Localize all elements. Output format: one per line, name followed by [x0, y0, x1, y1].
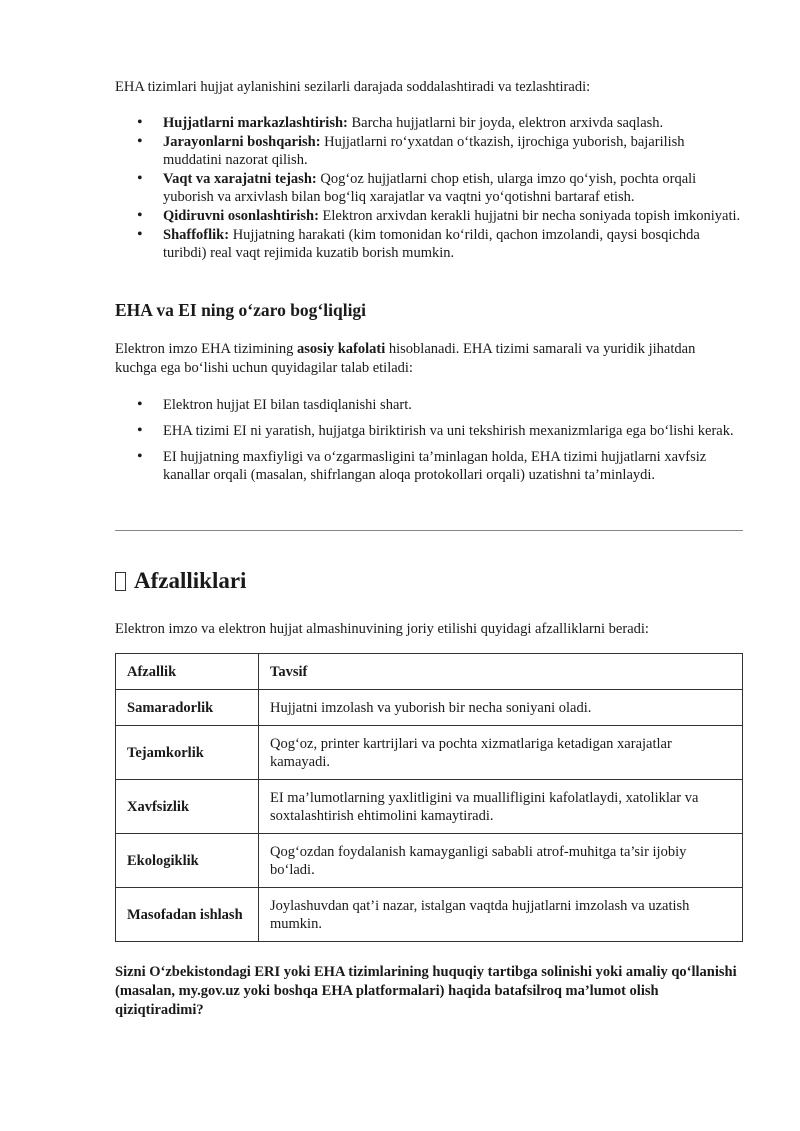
list-item: • EI hujjatning maxfiyligi va o‘zgarmasligini ta’minlagan holda, EHA tizimi hujjatlarni xavfsiz kanallar orqali (masalan, shifrlangan aloqa protokollari orqali) uzatishni ta’minlaydi.	[115, 448, 743, 484]
list-item-term: Hujjatlarni markazlashtirish:	[163, 115, 348, 131]
heading-text: Afzalliklari	[134, 568, 247, 593]
list-item-term: Jarayonlarni boshqarish:	[163, 134, 321, 150]
requirements-list	[115, 396, 743, 492]
advantages-heading	[115, 568, 246, 594]
table-cell-desc: Qog‘oz, printer kartrijlari va pochta xizmatlariga ketadigan xarajatlar kamayadi.	[259, 726, 743, 780]
table-cell-desc: Qog‘ozdan foydalanish kamayganligi sababli atrof-muhitga ta’sir ijobiy bo‘ladi.	[259, 834, 743, 888]
table-cell-name: Tejamkorlik	[116, 726, 259, 780]
list-item	[115, 226, 743, 262]
table-cell-name: Ekologiklik	[116, 834, 259, 888]
list-item: • Elektron hujjat EI bilan tasdiqlanishi shart.	[115, 396, 743, 414]
list-item-text: Hujjatlarni ro‘yxatdan o‘tkazish, ijrochiga yuborish, bajarilish muddatini nazorat qilish.	[163, 134, 685, 168]
paragraph-text: hisoblanadi. EHA tizimi samarali va yuridik jihatdan kuchga ega bo‘lishi uchun quyidagilar talab etiladi:	[115, 341, 696, 376]
advantages-intro: Elektron imzo va elektron hujjat almashinuvining joriy etilishi quyidagi afzalliklarni beradi:	[115, 621, 649, 637]
list-item-term: Qidiruvni osonlashtirish:	[163, 208, 319, 224]
table-row	[116, 834, 743, 888]
table-cell-desc: Hujjatni imzolash va yuborish bir necha soniyani oladi.	[259, 690, 743, 726]
closing-question: Sizni O‘zbekistondagi ERI yoki EHA tizimlarining huquqiy tartibga solinishi yoki amaliy qo‘llanishi (masalan, my.gov.uz yoki boshqa EHA platformalari) haqida batafsilroq ma’lumot olish qiziqtiradimi?	[115, 964, 737, 1018]
list-item	[115, 114, 743, 132]
table-cell-desc: EI ma’lumotlarning yaxlitligini va muallifligini kafolatlaydi, xatoliklar va soxtalashtirish ehtimolini kamaytiradi.	[259, 780, 743, 834]
table-row	[116, 780, 743, 834]
section-heading: EHA va EI ning o‘zaro bog‘liqligi	[115, 300, 367, 320]
benefits-list	[115, 114, 743, 263]
table-cell-desc: Joylashuvdan qat’i nazar, istalgan vaqtda hujjatlarni imzolash va uzatish mumkin.	[259, 888, 743, 942]
table-row	[116, 690, 743, 726]
list-item-text: Hujjatning harakati (kim tomonidan ko‘rildi, qachon imzolandi, qaysi bosqichda turibdi) real vaqt rejimida kuzatib borish mumkin.	[163, 227, 700, 261]
list-item	[115, 207, 743, 225]
table-row	[116, 888, 743, 942]
list-item-text: Qog‘oz hujjatlarni chop etish, ularga imzo qo‘yish, pochta orqali yuborish va arxivlash bilan bog‘liq xarajatlar va vaqtni yo‘qotishni bartaraf etish.	[163, 171, 697, 205]
table-cell-name: Masofadan ishlash	[116, 888, 259, 942]
paragraph-text: Elektron imzo EHA tizimining	[115, 341, 298, 357]
missing-glyph-icon	[115, 572, 126, 591]
horizontal-divider	[115, 530, 743, 531]
table-row	[116, 726, 743, 780]
list-item-text: Barcha hujjatlarni bir joyda, elektron arxivda saqlash.	[347, 115, 664, 131]
advantages-table	[115, 653, 743, 942]
list-item-text: Elektron arxivdan kerakli hujjatni bir necha soniyada topish imkoniyati.	[318, 208, 741, 224]
list-item-term: Shaffoflik:	[163, 227, 230, 243]
list-item	[115, 133, 743, 169]
intro-paragraph: EHA tizimlari hujjat aylanishini sezilarli darajada soddalashtiradi va tezlashtiradi:	[115, 79, 591, 95]
list-item: • EHA tizimi EI ni yaratish, hujjatga biriktirish va uni tekshirish mexanizmlariga ega bo‘lishi kerak.	[115, 422, 743, 440]
list-item-term: Vaqt va xarajatni tejash:	[163, 171, 317, 187]
table-cell-name: Samaradorlik	[116, 690, 259, 726]
table-header-row	[116, 654, 743, 690]
paragraph-emphasis: asosiy kafolati	[297, 341, 386, 357]
column-header: Tavsif	[259, 654, 743, 690]
relationship-paragraph	[115, 340, 715, 378]
list-item	[115, 170, 743, 206]
table-cell-name: Xavfsizlik	[116, 780, 259, 834]
column-header: Afzallik	[116, 654, 259, 690]
